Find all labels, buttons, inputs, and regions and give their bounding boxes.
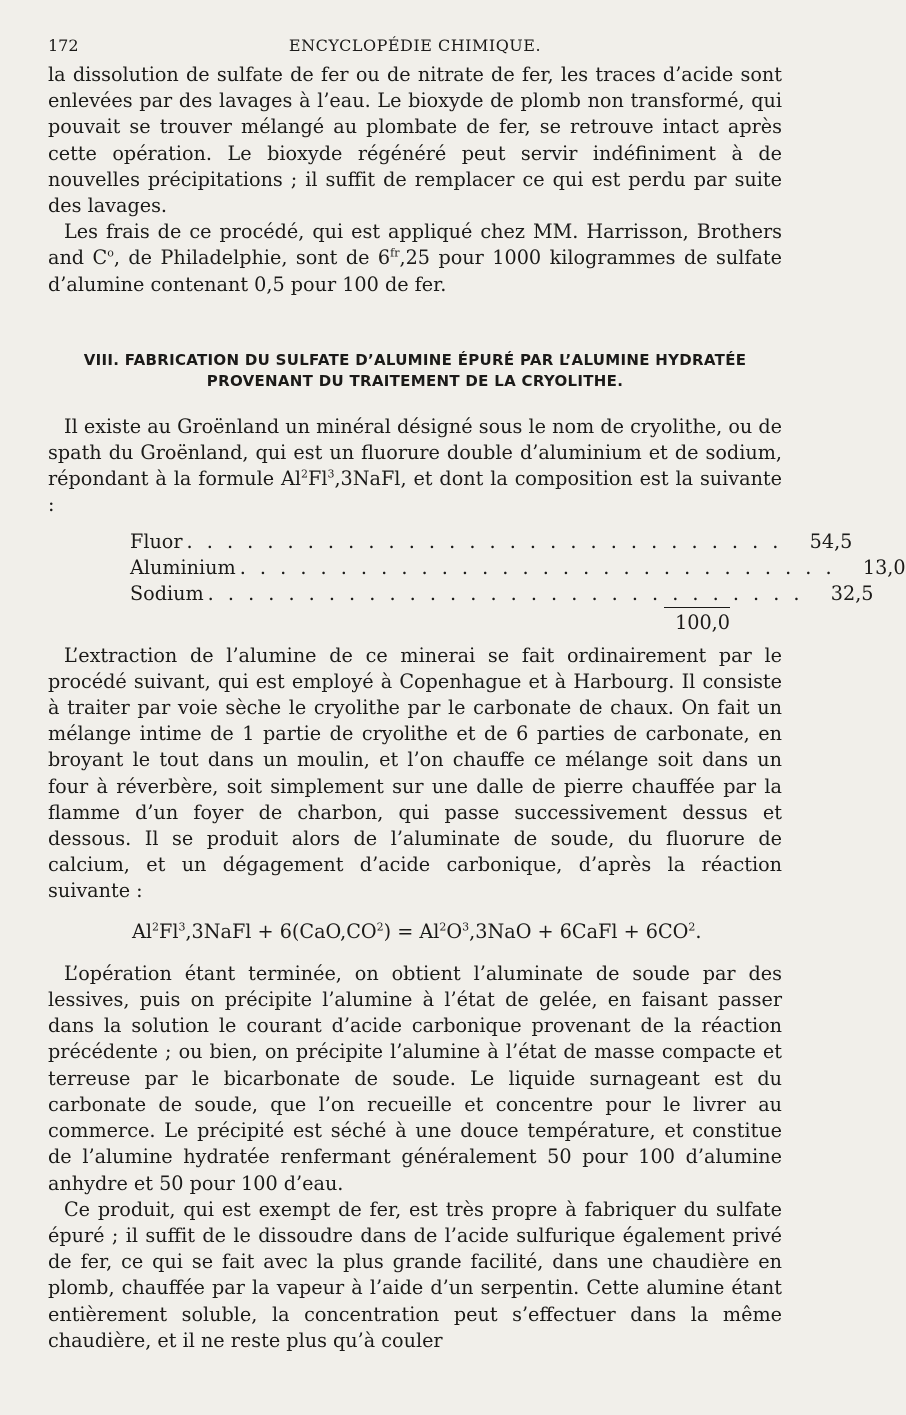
composition-row xyxy=(130,529,853,555)
composition-total xyxy=(130,607,730,637)
composition-value: 13,0 xyxy=(862,555,906,579)
section-heading-line-2: PROVENANT DU TRAITEMENT DE LA CRYOLITHE. xyxy=(206,371,624,390)
paragraph-6: Ce produit, qui est exempt de fer, est très propre à fabriquer du sulfate épuré ; il suffit de le dissoudre dans de l’acide sulfurique également privé de fer, ce qui se fait avec la plus grande facilité, dans une chaudière en plomb, chauffée par la vapeur à l’aide d’un serpentin. Cette alumine étant entièrement soluble, la concentration peut s’effectuer dans la même chaudière, et il ne reste plus qu’à couler xyxy=(48,1197,782,1352)
composition-label: Sodium xyxy=(130,581,204,605)
leader-dots: . . . . . . . . . . . . . . . . . . . . . . . . . . . . . . xyxy=(186,529,783,553)
paragraph-2: Les frais de ce procédé, qui est appliqué chez MM. Harrisson, Brothers and $C^o$, de Philadelphie, sont de $6^{fr},25$ pour 1000 kilogrammes de sulfate d’alumine contenant 0,5 pour 100 de fer. xyxy=(48,220,782,296)
composition-table xyxy=(130,529,906,637)
composition-label: Aluminium xyxy=(130,555,236,579)
composition-label: Fluor xyxy=(130,529,183,553)
chemical-equation: $Al^2Fl^3,3NaFl + 6(CaO,CO^2) = Al^2O^3,3NaO$ + 6CaFl + $6CO^2$. xyxy=(132,919,702,943)
paragraph-1: la dissolution de sulfate de fer ou de nitrate de fer, les traces d’acide sont enlevées par des lavages à l’eau. Le bioxyde de plomb non transformé, qui pouvait se trouver mélangé au plombate de fer, se retrouve intact après cette opération. Le bioxyde régénéré peut servir indéfiniment à de nouvelles précipitations ; il suffit de remplacer ce qui est perdu par suite des lavages. xyxy=(48,63,782,218)
section-heading xyxy=(48,350,782,392)
running-header xyxy=(48,36,782,58)
section-heading-line-1: VIII. FABRICATION DU SULFATE D’ALUMINE ÉPURÉ PAR L’ALUMINE HYDRATÉE xyxy=(83,350,747,369)
composition-row xyxy=(130,581,874,607)
paragraph-3: Il existe au Groënland un minéral désigné sous le nom de cryolithe, ou de spath du Groënland, qui est un fluorure double d’aluminium et de sodium, répondant à la formule Al$^2$Fl$^3$,3NaFl, et dont la composition est la suivante : xyxy=(48,414,782,517)
composition-row xyxy=(130,555,906,581)
composition-value: 54,5 xyxy=(809,529,853,553)
leader-dots: . . . . . . . . . . . . . . . . . . . . . . . . . . . . . . xyxy=(239,555,836,579)
paragraph-5: L’opération étant terminée, on obtient l’aluminate de soude par des lessives, puis on précipite l’alumine à l’état de gelée, en faisant passer dans la solution le courant d’acide carbonique provenant de la réaction précédente ; ou bien, on précipite l’alumine à l’état de masse compacte et terreuse par le bicarbonate de soude. Le liquide surnageant est du carbonate de soude, que l’on recueille et concentre pour le livrer au commerce. Le précipité est séché à une douce température, et constitue de l’alumine hydratée renfermant généralement 50 pour 100 d’alumine anhydre et 50 pour 100 d’eau. xyxy=(48,961,782,1195)
paragraph-4: L’extraction de l’alumine de ce minerai se fait ordinairement par le procédé suivant, qui est employé à Copenhague et à Harbourg. Il consiste à traiter par voie sèche le cryolithe par le carbonate de chaux. On fait un mélange intime de 1 partie de cryolithe et de 6 parties de carbonate, en broyant le tout dans un moulin, et l’on chauffe ce mélange soit dans un four à réverbère, soit simplement sur une dalle de pierre chauffée par la flamme d’un foyer de charbon, qui passe successivement dessus et dessous. Il se produit alors de l’aluminate de soude, du fluorure de calcium, et un dégagement d’acide carbonique, d’après la réaction suivante : xyxy=(48,643,782,903)
running-title: ENCYCLOPÉDIE CHIMIQUE. xyxy=(288,36,542,55)
page-number: 172 xyxy=(48,36,79,55)
page-body xyxy=(48,62,906,1354)
composition-total-value: 100,0 xyxy=(664,607,730,637)
leader-dots: . . . . . . . . . . . . . . . . . . . . . . . . . . . . . . xyxy=(207,581,804,605)
composition-value: 32,5 xyxy=(830,581,874,605)
